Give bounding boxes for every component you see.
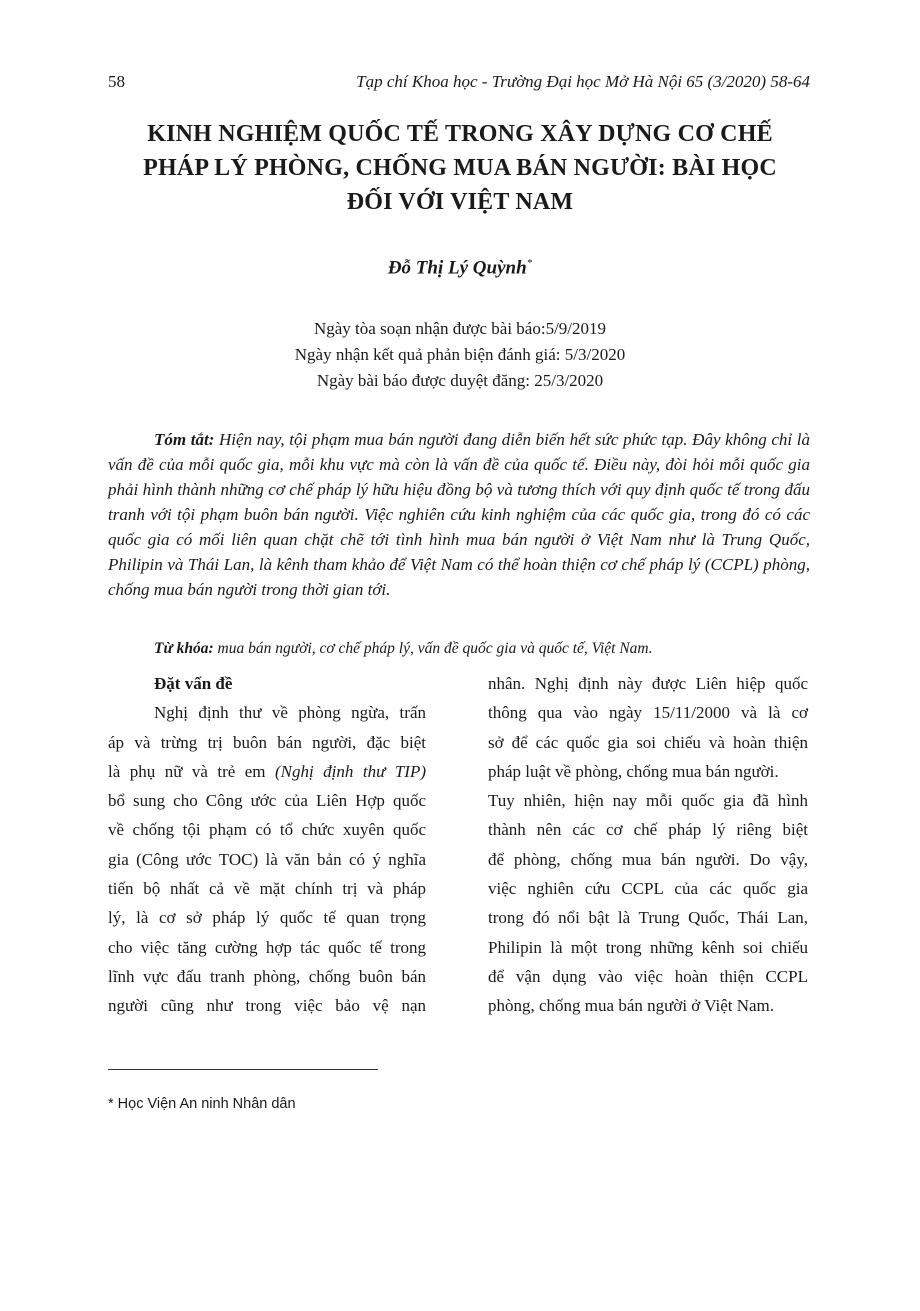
body-line: Philipin là một trong những kênh soi chiếu	[488, 937, 808, 957]
right-column	[488, 669, 808, 1021]
left-column	[108, 669, 426, 1021]
body-line: áp và trừng trị buôn bán người, đặc biệt	[108, 732, 426, 752]
body-line: lĩnh vực đấu tranh phòng, chống buôn bán	[108, 966, 426, 986]
body-text: là phụ nữ và trẻ em	[108, 761, 275, 781]
author	[0, 257, 920, 279]
article-dates	[0, 316, 920, 394]
body-line: tiến bộ nhất cả về mặt chính trị và pháp	[108, 879, 426, 899]
body-line	[108, 757, 426, 786]
author-footnote-mark: *	[526, 257, 533, 269]
footnote-divider	[108, 1069, 378, 1070]
body-line: trong đó nổi bật là Trung Quốc, Thái Lan,	[488, 908, 808, 928]
title-line: KINH NGHIỆM QUỐC TẾ TRONG XÂY DỰNG CƠ CHẾ	[147, 121, 773, 147]
date-received: Ngày tòa soạn nhận được bài báo:5/9/2019	[313, 319, 607, 338]
body-line: về chống tội phạm có tổ chức xuyên quốc	[108, 820, 426, 840]
author-name: Đỗ Thị Lý Quỳnh	[387, 257, 527, 279]
body-line: nhân. Nghị định này được Liên hiệp quốc	[488, 674, 808, 693]
abstract-label: Tóm tắt:	[154, 430, 215, 449]
title-line: PHÁP LÝ PHÒNG, CHỐNG MUA BÁN NGƯỜI: BÀI HỌC	[143, 155, 777, 181]
body-line: Tuy nhiên, hiện nay mỗi quốc gia đã hình	[488, 791, 808, 811]
date-accepted: Ngày bài báo được duyệt đăng: 25/3/2020	[316, 371, 604, 390]
body-line: phòng, chống mua bán người ở Việt Nam.	[488, 996, 775, 1016]
keywords	[154, 640, 814, 658]
body-text-italic: (Nghị định thư TIP)	[275, 761, 426, 781]
body-line: người cũng như trong việc bảo vệ nạn	[108, 996, 426, 1016]
footnote: * Học Viện An ninh Nhân dân	[108, 1096, 296, 1112]
body-line: thành nên các cơ chế pháp lý riêng biệt	[488, 820, 808, 840]
body-line: Nghị định thư về phòng ngừa, trấn	[154, 703, 426, 723]
body-line: cho việc tăng cường hợp tác quốc tế trong	[108, 937, 426, 957]
body-line: bổ sung cho Công ước của Liên Hợp quốc	[108, 791, 426, 811]
body-line: thông qua vào ngày 15/11/2000 và là cơ	[488, 703, 808, 723]
title-line: ĐỐI VỚI VIỆT NAM	[346, 189, 574, 215]
running-header	[108, 72, 810, 96]
article-title	[90, 117, 830, 219]
date-reviewed: Ngày nhận kết quả phản biện đánh giá: 5/3/2020	[294, 345, 626, 364]
body-line: pháp luật về phòng, chống mua bán người.	[488, 761, 779, 781]
page-number: 58	[108, 72, 125, 91]
body-line: sở để các quốc gia soi chiếu và hoàn thiện	[488, 732, 808, 752]
body-line: để phòng, chống mua bán người. Do vậy,	[488, 849, 808, 869]
abstract	[108, 427, 810, 602]
body-line: việc nghiên cứu CCPL của các quốc gia	[488, 879, 808, 899]
body-line: để vận dụng vào việc hoàn thiện CCPL	[488, 966, 808, 986]
keywords-label: Từ khóa:	[154, 640, 214, 657]
section-heading: Đặt vấn đề	[154, 674, 233, 693]
abstract-text: Hiện nay, tội phạm mua bán người đang diễn biến hết sức phức tạp. Đây không chỉ là vấn đề của mỗi quốc gia, mỗi khu vực mà còn là vấn đề của quốc tế. Điều này, đòi hỏi mỗi quốc gia phải hình thành những cơ chế pháp lý hữu hiệu đồng bộ và tương thích với quy định quốc tế trong đấu tranh với tội phạm buôn bán người. Việc nghiên cứu kinh nghiệm của các quốc gia, trong đó có các quốc gia có mối liên quan chặt chẽ tới tình hình mua bán người ở Việt Nam như là Trung Quốc, Philipin và Thái Lan, là kênh tham khảo để Việt Nam có thể hoàn thiện cơ chế pháp lý (CCPL) phòng, chống mua bán người trong thời gian tới.	[108, 430, 811, 599]
body-line: lý, là cơ sở pháp lý quốc tế quan trọng	[108, 908, 426, 928]
journal-citation: Tạp chí Khoa học - Trường Đại học Mở Hà Nội 65 (3/2020) 58-64	[356, 72, 810, 91]
keywords-text: mua bán người, cơ chế pháp lý, vấn đề quốc gia và quốc tế, Việt Nam.	[217, 640, 653, 657]
body-line: gia (Công ước TOC) là văn bản có ý nghĩa	[108, 849, 426, 869]
